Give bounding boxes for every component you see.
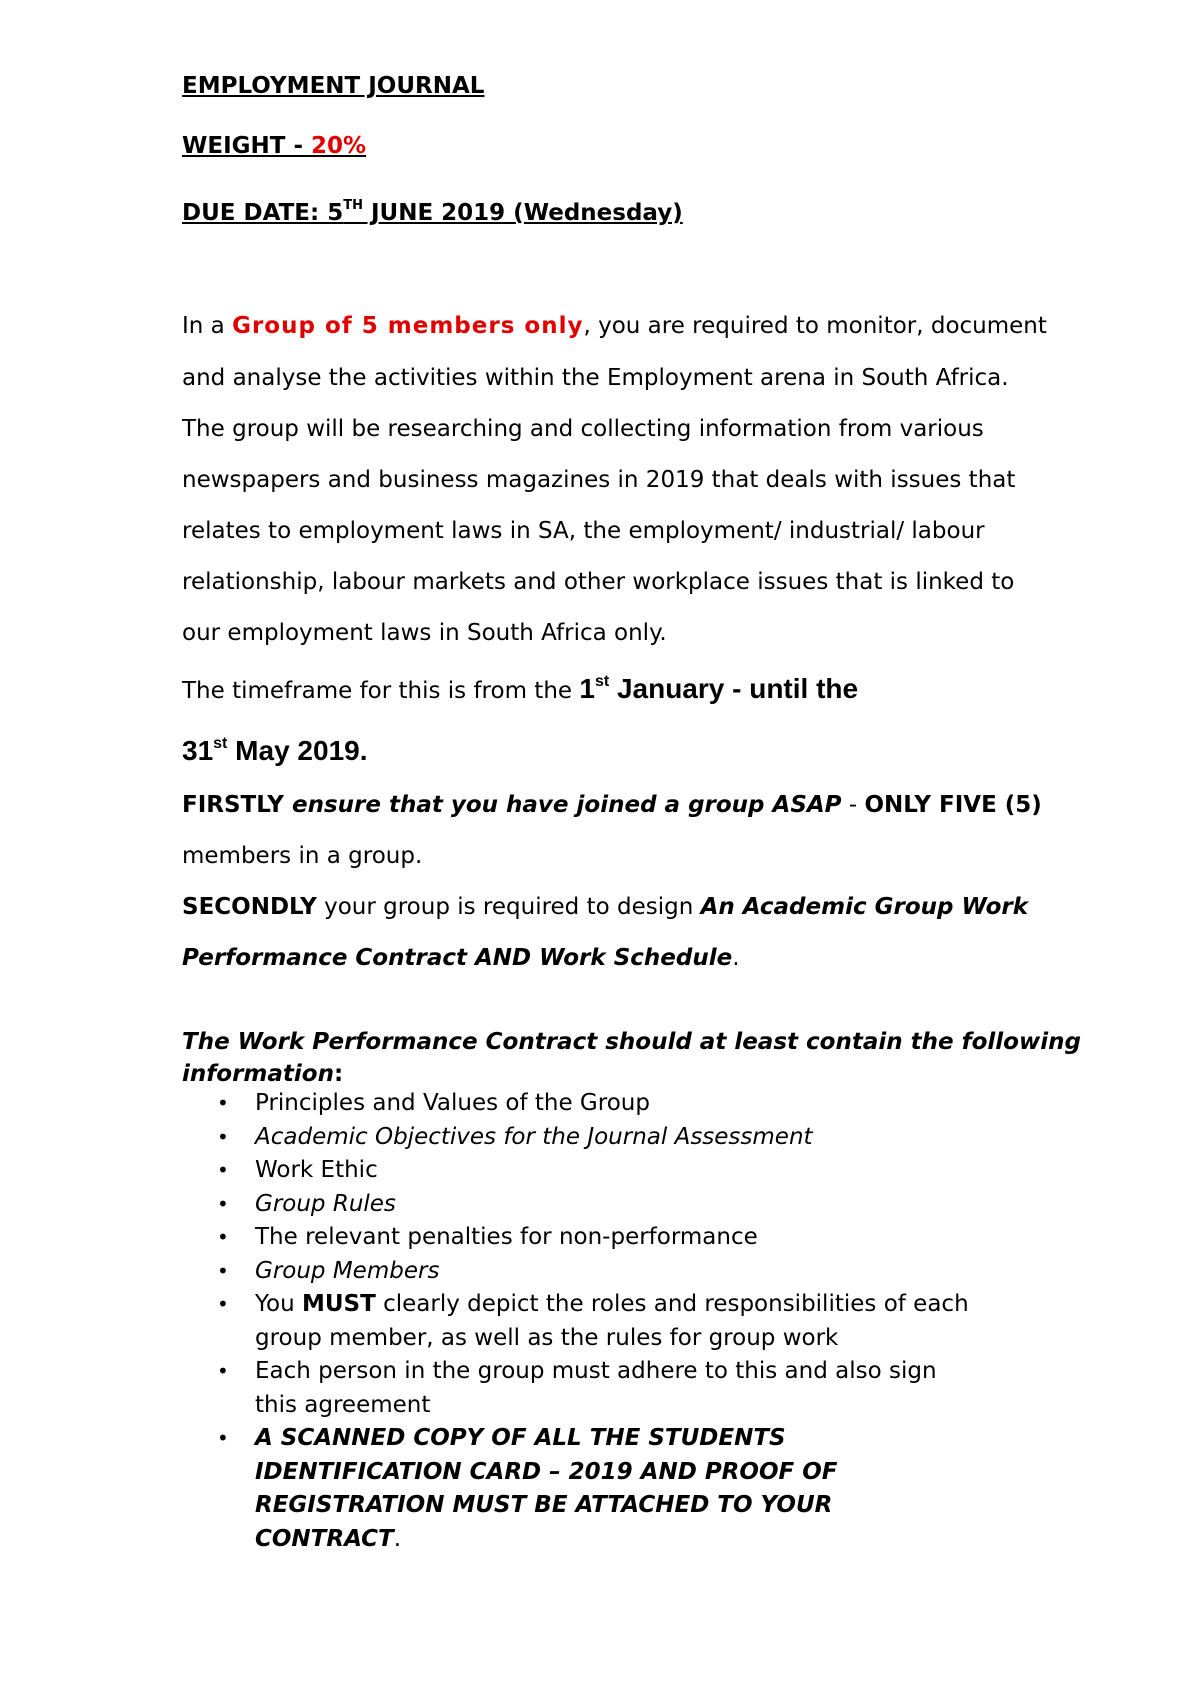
bullet-icon: • — [217, 1359, 229, 1383]
must-pre: You — [255, 1291, 302, 1317]
intro-line-4: newspapers and business magazines in 2019 that deals with issues that — [182, 467, 1016, 493]
secondly-label: SECONDLY — [182, 894, 317, 920]
end-day: 31 — [182, 735, 214, 766]
list-item — [182, 1288, 1042, 1355]
intro-pre: In a — [182, 313, 233, 339]
list-item — [182, 1422, 1042, 1556]
intro-post: , you are required to monitor, document — [583, 313, 1047, 339]
list-item-text: Work Ethic — [255, 1157, 378, 1183]
bullet-icon: • — [217, 1191, 229, 1216]
weight-line — [182, 130, 1042, 162]
intro-line-1 — [182, 310, 1047, 342]
timeframe-line-1 — [182, 673, 1042, 707]
bullet-icon: • — [217, 1091, 229, 1115]
firstly-label: FIRSTLY — [182, 792, 284, 818]
contract-heading-word: information — [182, 1061, 334, 1087]
firstly-instruction: ensure that you have joined a group ASAP — [283, 792, 842, 818]
secondly-end: . — [732, 945, 740, 971]
list-item-text: Group Members — [255, 1257, 440, 1284]
list-item-text: Academic Objectives for the Journal Assessment — [255, 1123, 813, 1150]
list-item — [182, 1188, 1042, 1222]
firstly-limit: ONLY FIVE (5) — [864, 792, 1042, 818]
intro-line-3: The group will be researching and collecting information from various — [182, 416, 984, 442]
due-date-rest: JUNE 2019 (Wednesday) — [362, 200, 683, 226]
start-day: 1 — [579, 673, 595, 704]
start-rest: January - until the — [609, 673, 859, 704]
start-day-suffix: st — [594, 672, 610, 690]
bullet-icon: • — [217, 1124, 229, 1149]
list-item-text: Principles and Values of the Group — [255, 1090, 650, 1116]
contract-requirements-list — [182, 1087, 1042, 1556]
due-date-suffix: TH — [343, 198, 363, 214]
contract-heading-colon: : — [333, 1061, 344, 1087]
list-item — [182, 1154, 1042, 1188]
document-title: EMPLOYMENT JOURNAL — [182, 73, 485, 99]
contract-heading-1: The Work Performance Contract should at least contain the following — [182, 1029, 1081, 1055]
timeframe-end — [182, 735, 368, 766]
intro-line-5: relates to employment laws in SA, the employment/ industrial/ labour — [182, 518, 985, 544]
timeframe-pre: The timeframe for this is from the — [182, 678, 580, 704]
bullet-icon: • — [217, 1225, 229, 1249]
firstly-line-2: members in a group. — [182, 843, 423, 869]
firstly-separator: - — [841, 792, 865, 818]
timeframe-start — [579, 673, 858, 704]
due-date-line — [182, 197, 1042, 229]
secondly-contract-1: An Academic Group Work — [700, 894, 1029, 920]
secondly-line-2 — [182, 942, 1042, 974]
contract-heading-2 — [182, 1058, 1042, 1090]
list-item-text — [255, 1288, 975, 1355]
list-item — [182, 1221, 1042, 1255]
due-date-label: DUE DATE: 5 — [182, 200, 344, 226]
intro-line-6: relationship, labour markets and other workplace issues that is linked to — [182, 569, 1015, 595]
list-item — [182, 1355, 1042, 1422]
group-size-highlight: Group of 5 members only — [232, 313, 584, 339]
intro-line-7: our employment laws in South Africa only. — [182, 620, 667, 646]
weight-label: WEIGHT - — [182, 133, 312, 159]
must-post: clearly depict the roles and responsibilities of each group member, as well as the rules for group work — [255, 1291, 969, 1351]
list-item-text — [255, 1422, 975, 1556]
weight-value: 20% — [311, 133, 367, 159]
scanned-end: . — [393, 1525, 402, 1552]
list-item — [182, 1087, 1042, 1121]
end-day-suffix: st — [213, 734, 228, 752]
secondly-text: your group is required to design — [316, 894, 701, 920]
list-item — [182, 1255, 1042, 1289]
end-rest: May 2019. — [227, 735, 368, 766]
list-item-text: Group Rules — [255, 1190, 396, 1217]
bullet-icon: • — [217, 1258, 229, 1283]
list-item — [182, 1121, 1042, 1155]
secondly-line-1 — [182, 891, 1042, 923]
secondly-contract-2: Performance Contract AND Work Schedule — [182, 945, 733, 971]
list-item-text: Each person in the group must adhere to this and also sign this agreement — [255, 1358, 937, 1418]
bullet-icon: • — [217, 1426, 229, 1450]
list-item-text: The relevant penalties for non-performance — [255, 1224, 758, 1250]
scanned-copy-requirement: A SCANNED COPY OF ALL THE STUDENTS IDENTIFICATION CARD – 2019 AND PROOF OF REGISTRATION MUST BE ATTACHED TO YOUR CONTRACT — [255, 1425, 838, 1552]
bullet-icon: • — [217, 1158, 229, 1182]
timeframe-line-2 — [182, 735, 1042, 769]
bullet-icon: • — [217, 1292, 229, 1316]
intro-line-2: and analyse the activities within the Employment arena in South Africa. — [182, 365, 1009, 391]
firstly-line-1 — [182, 789, 1042, 821]
must-emphasis: MUST — [301, 1291, 376, 1317]
